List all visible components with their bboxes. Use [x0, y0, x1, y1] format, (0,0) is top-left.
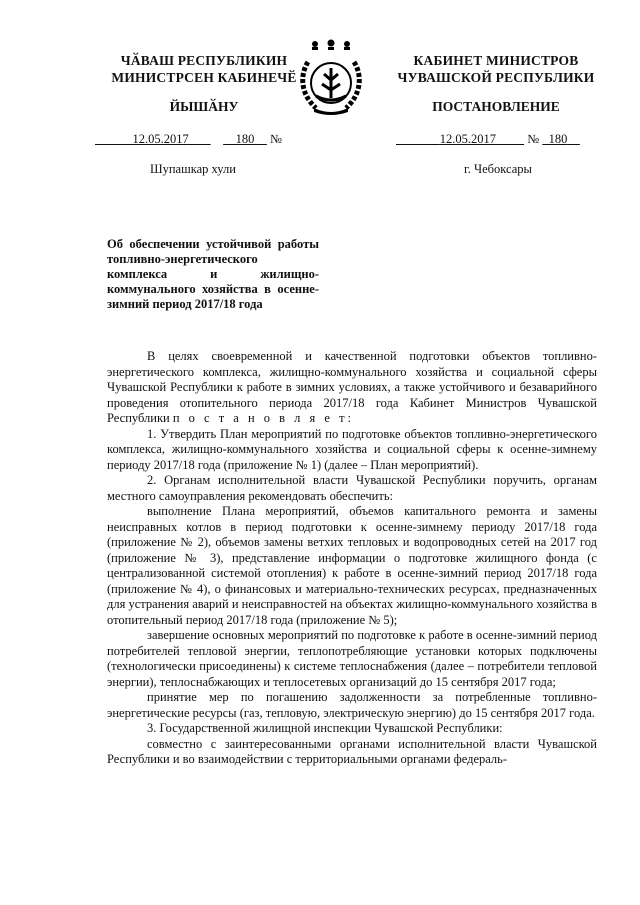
header-right-doctype: ПОСТАНОВЛЕНИЕ: [432, 99, 560, 114]
left-date-number-line: [95, 132, 282, 147]
header-right-title: [386, 52, 606, 86]
header-right-line1: КАБИНЕТ МИНИСТРОВ: [413, 53, 579, 68]
postanovlyaet: п о с т а н о в л я е т:: [172, 411, 355, 425]
right-number: 180: [548, 132, 568, 146]
body-paragraph-2b: завершение основных мероприятий по подготовке к работе в осенне-зимний период потребителей тепловой энергии, теплопотребляющие установки которых подключены (технологически присоединены) к системе теплоснабжения (далее – потребители тепловой энергии), теплоснабжающих и теплосетевых организаций до 15 сентября 2017 года;: [107, 628, 597, 689]
header-right-line2: ЧУВАШСКОЙ РЕСПУБЛИКИ: [397, 70, 595, 85]
chuvash-emblem-icon: [296, 38, 366, 118]
left-number: 180: [235, 132, 255, 146]
left-date: 12.05.2017: [132, 132, 189, 146]
body-intro: В целях своевременной и качественной подготовки объектов топливно-энергетического комплекса, жилищно-коммунального хозяйства и социальной сферы Чувашской Республики к работе в зимних условиях, а также устойчивого и безаварийного проведения отопительного периода 2017/18 года Кабинет Министров Чувашской Республики п о с т а н о в л я е т:: [107, 349, 597, 425]
body-paragraph-1: 1. Утвердить План мероприятий по подготовке объектов топливно-энергетического комплекса, жилищно-коммунального хозяйства и социальной сферы к осенне-зимнему периоду 2017/18 года (приложение № 1) (далее – План мероприятий).: [107, 426, 597, 472]
header-left-line1: ЧӐВАШ РЕСПУБЛИКИН: [120, 53, 288, 68]
left-place: Шупашкар хули: [150, 162, 236, 176]
body-paragraph-2: 2. Органам исполнительной власти Чувашской Республики поручить, органам местного самоуправления рекомендовать обеспечить:: [107, 473, 597, 503]
document-title: Об обеспечении устойчивой работы топливно-энергетического комплекса и жилищно-коммунального хозяйства в осенне-зимний период 2017/18 года: [107, 237, 319, 311]
right-date: 12.05.2017: [439, 132, 496, 146]
body-paragraph-2a: выполнение Плана мероприятий, объемов капитального ремонта и замены неисправных котлов в период подготовки к осенне-зимнему периоду 2017/18 года (приложение № 2), объемов замены ветхих тепловых и водопроводных сетей на 2017 год (приложение № 3), представление информации о подготовке жилищного фонда (с централизованной системой отопления) к работе в осенне-зимний период 2017/18 года (приложение № 4), о финансовых и материально-технических ресурсах, предназначенных для устранения аварий и неисправностей на объектах жилищно-коммунального хозяйства в отопительный период 2017/18 года (приложение № 5);: [107, 504, 597, 627]
body-paragraph-3: 3. Государственной жилищной инспекции Чувашской Республики:: [147, 721, 503, 735]
right-no-sign: №: [527, 132, 540, 146]
left-no-sign: №: [270, 132, 282, 146]
header-left-line2: МИНИСТРСЕН КАБИНЕЧӖ: [111, 70, 297, 85]
document-body: [107, 349, 597, 768]
body-paragraph-3a: совместно с заинтересованными органами исполнительной власти Чувашской Республики и во взаимодействии с территориальными органами федераль-: [107, 736, 597, 766]
header-left-title: [104, 52, 304, 86]
header-left-doctype: ЙЫШӐНУ: [169, 99, 239, 114]
right-date-number-line: [396, 132, 580, 147]
body-paragraph-2c: принятие мер по погашению задолженности за потребленные топливно-энергетические ресурсы (газ, тепловую, электрическую энергию) до 15 сентября 2017 года.: [107, 690, 597, 720]
right-place: г. Чебоксары: [464, 162, 532, 176]
